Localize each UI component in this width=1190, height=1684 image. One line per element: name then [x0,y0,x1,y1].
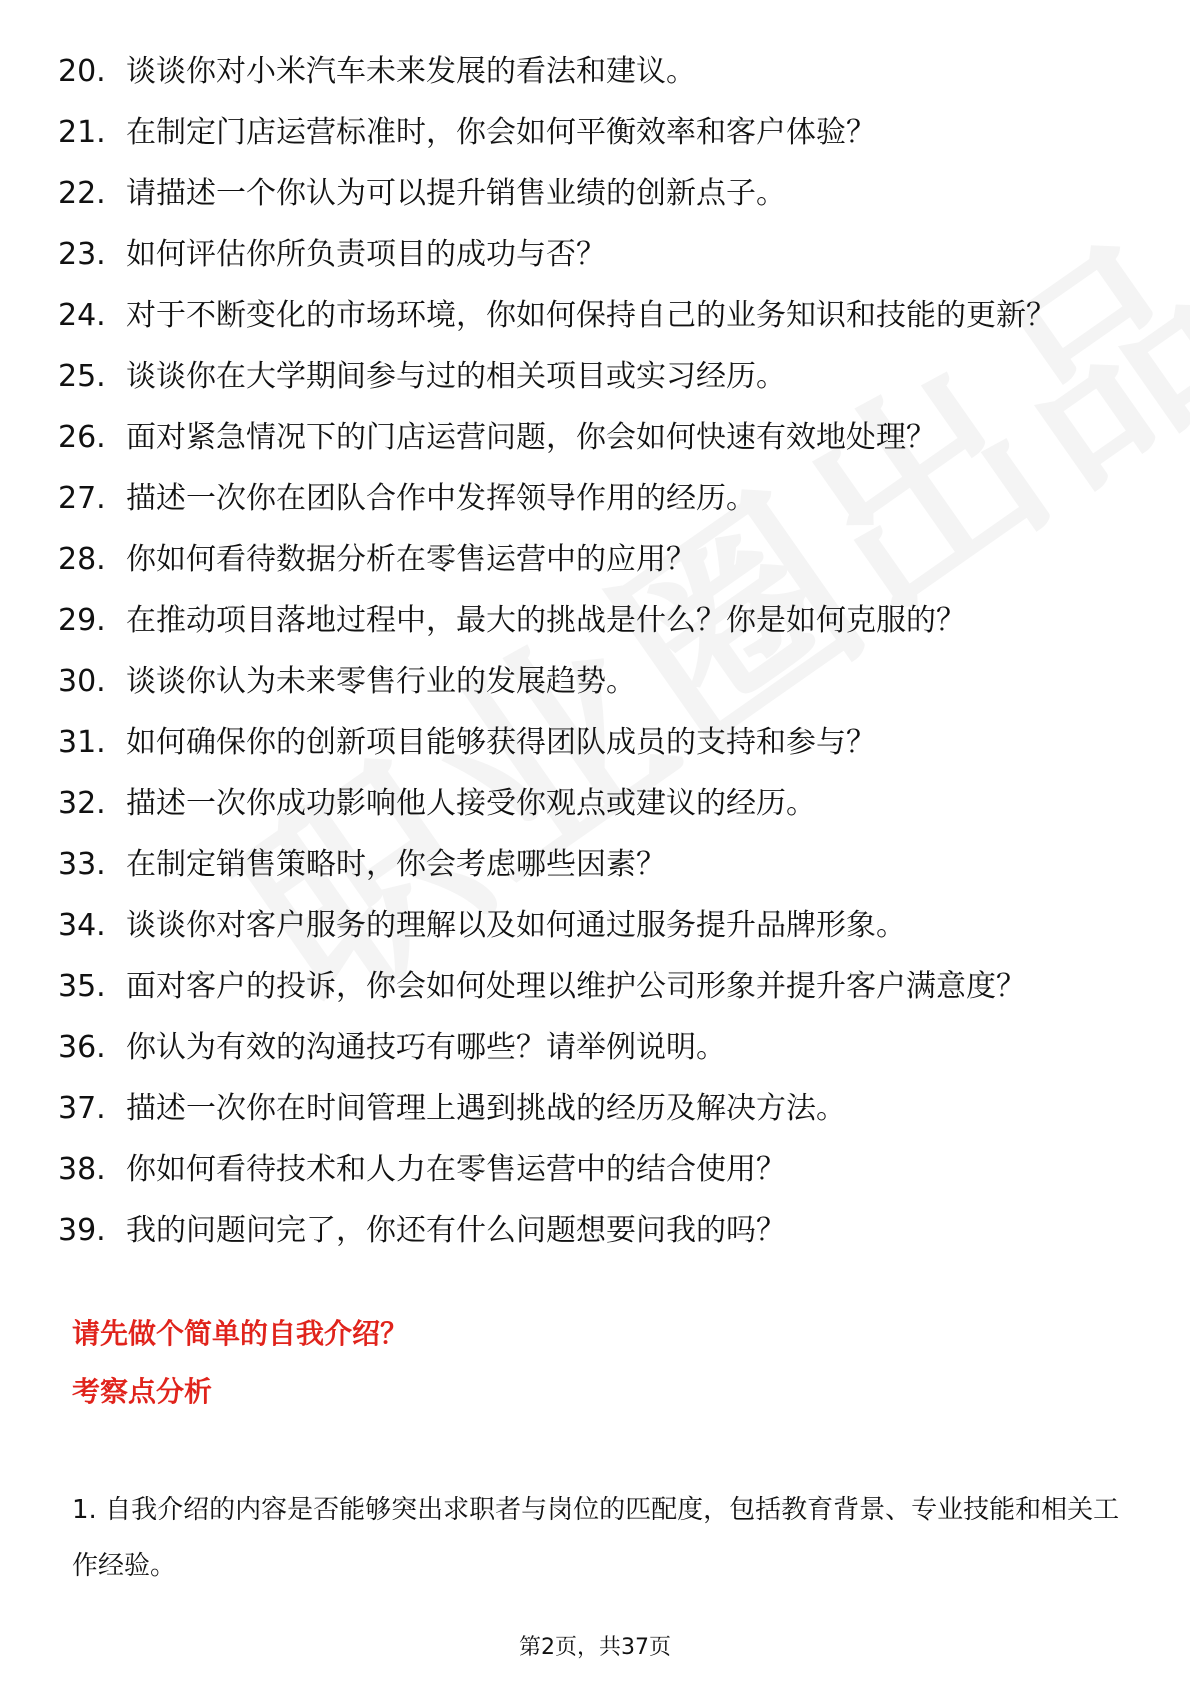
question-text: 谈谈你对客户服务的理解以及如何通过服务提升品牌形象。 [126,908,906,943]
question-number: 23. [58,237,106,272]
question-text: 如何确保你的创新项目能够获得团队成员的支持和参与？ [126,725,876,760]
question-item [58,357,1138,397]
question-item [58,967,1138,1007]
question-text: 谈谈你对小米汽车未来发展的看法和建议。 [126,54,696,89]
question-item [58,113,1138,153]
question-text: 在制定门店运营标准时，你会如何平衡效率和客户体验？ [126,115,876,150]
analysis-point: 1. 自我介绍的内容是否能够突出求职者与岗位的匹配度，包括教育背景、专业技能和相关工作经验。 [72,1495,1120,1581]
question-number: 25. [58,359,106,394]
question-text: 请描述一个你认为可以提升销售业绩的创新点子。 [126,176,786,211]
question-item [58,1089,1138,1129]
question-number: 34. [58,908,106,943]
question-text: 如何评估你所负责项目的成功与否？ [126,237,606,272]
question-list [58,52,1138,1272]
question-item [58,174,1138,214]
question-number: 20. [58,54,106,89]
question-item [58,723,1138,763]
question-text: 描述一次你成功影响他人接受你观点或建议的经历。 [126,786,816,821]
question-text: 你如何看待数据分析在零售运营中的应用？ [126,542,696,577]
question-text: 对于不断变化的市场环境，你如何保持自己的业务知识和技能的更新？ [126,298,1056,333]
question-item [58,1211,1138,1251]
question-item [58,235,1138,275]
section-heading: 请先做个简单的自我介绍？ [72,1317,409,1350]
question-item [58,1150,1138,1190]
question-item [58,662,1138,702]
question-number: 27. [58,481,106,516]
question-item [58,906,1138,946]
question-number: 31. [58,725,106,760]
question-number: 21. [58,115,106,150]
question-number: 29. [58,603,106,638]
question-number: 39. [58,1213,106,1248]
question-item [58,296,1138,336]
question-item [58,418,1138,458]
question-number: 36. [58,1030,106,1065]
question-item [58,540,1138,580]
question-text: 你如何看待技术和人力在零售运营中的结合使用？ [126,1152,786,1187]
question-number: 28. [58,542,106,577]
question-number: 22. [58,176,106,211]
question-text: 在制定销售策略时，你会考虑哪些因素？ [126,847,666,882]
analysis-subheading: 考察点分析 [72,1375,213,1408]
question-text: 描述一次你在时间管理上遇到挑战的经历及解决方法。 [126,1091,846,1126]
page-footer: 第2页，共37页 [519,1635,671,1660]
question-text: 面对紧急情况下的门店运营问题，你会如何快速有效地处理？ [126,420,936,455]
question-item [58,784,1138,824]
question-number: 26. [58,420,106,455]
question-number: 37. [58,1091,106,1126]
question-text: 谈谈你在大学期间参与过的相关项目或实习经历。 [126,359,786,394]
question-item [58,845,1138,885]
question-number: 30. [58,664,106,699]
question-number: 24. [58,298,106,333]
question-text: 面对客户的投诉，你会如何处理以维护公司形象并提升客户满意度？ [126,969,1026,1004]
question-number: 38. [58,1152,106,1187]
question-number: 35. [58,969,106,1004]
question-item [58,1028,1138,1068]
question-text: 你认为有效的沟通技巧有哪些？请举例说明。 [126,1030,726,1065]
question-text: 在推动项目落地过程中，最大的挑战是什么？你是如何克服的？ [126,603,966,638]
question-item [58,52,1138,92]
question-number: 33. [58,847,106,882]
question-text: 我的问题问完了，你还有什么问题想要问我的吗？ [126,1213,786,1248]
question-text: 描述一次你在团队合作中发挥领导作用的经历。 [126,481,756,516]
question-item [58,479,1138,519]
question-number: 32. [58,786,106,821]
question-text: 谈谈你认为未来零售行业的发展趋势。 [126,664,636,699]
question-item [58,601,1138,641]
